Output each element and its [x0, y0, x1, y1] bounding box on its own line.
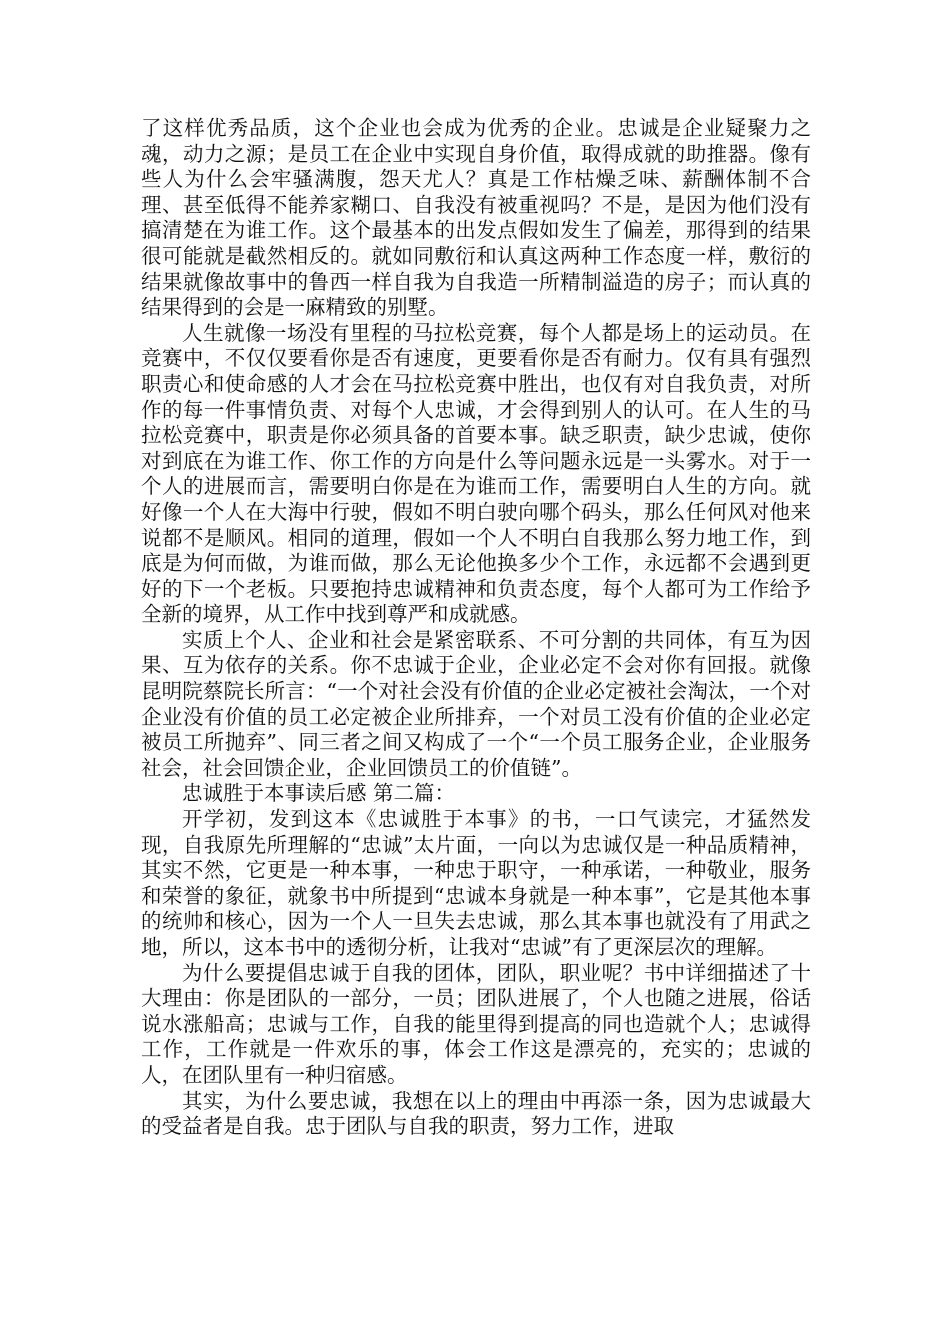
paragraph-4: 开学初，发到这本《忠诚胜于本事》的书，一口气读完，才猛然发现，自我原先所理解的“忠诚”太片面，一向以为忠诚仅是一种品质精神，其实不然，它更是一种本事，一种忠于职守，一种承诺，一种敬业，服务和荣誉的象征，就象书中所提到“忠诚本身就是一种本事”，它是其他本事的统帅和核心，因为一个人一旦失去忠诚，那么其本事也就没有了用武之地，所以，这本书中的透彻分析，让我对“忠诚”有了更深层次的理解。: [141, 807, 811, 959]
paragraph-6: 其实，为什么要忠诚，我想在以上的理由中再添一条，因为忠诚最大的受益者是自我。忠于团队与自我的职责，努力工作，进取: [141, 1088, 811, 1139]
paragraph-2: 人生就像一场没有里程的马拉松竞赛，每个人都是场上的运动员。在竞赛中，不仅仅要看你是否有速度，更要看你是否有耐力。仅有具有强烈职责心和使命感的人才会在马拉松竞赛中胜出，也仅有对自我负责，对所作的每一件事情负责、对每个人忠诚，才会得到别人的认可。在人生的马拉松竞赛中，职责是你必须具备的首要本事。缺乏职责，缺少忠诚，使你对到底在为谁工作、你工作的方向是什么等问题永远是一头雾水。对于一个人的进展而言，需要明白你是在为谁而工作，需要明白人生的方向。就好像一个人在大海中行驶，假如不明白驶向哪个码头，那么任何风对他来说都不是顺风。相同的道理，假如一个人不明白自我那么努力地工作，到底是为何而做，为谁而做，那么无论他换多少个工作，永远都不会遇到更好的下一个老板。只要抱持忠诚精神和负责态度，每个人都可为工作给予全新的境界，从工作中找到尊严和成就感。: [141, 320, 811, 627]
paragraph-3: 实质上个人、企业和社会是紧密联系、不可分割的共同体，有互为因果、互为依存的关系。你不忠诚于企业，企业必定不会对你有回报。就像昆明院蔡院长所言：“一个对社会没有价值的企业必定被社会淘汰，一个对企业没有价值的员工必定被企业所排弃，一个对员工没有价值的企业必定被员工所抛弃”、同三者之间又构成了一个“一个员工服务企业，企业服务社会，社会回馈企业，企业回馈员工的价值链”。: [141, 627, 811, 780]
paragraph-1: 了这样优秀品质，这个企业也会成为优秀的企业。忠诚是企业疑聚力之魂，动力之源；是员工在企业中实现自身价值，取得成就的助推器。像有些人为什么会牢骚满腹，怨天尤人？真是工作枯燥乏味、薪酬体制不合理、甚至低得不能养家糊口、自我没有被重视吗？不是，是因为他们没有搞清楚在为谁工作。这个最基本的出发点假如发生了偏差，那得到的结果很可能就是截然相反的。就如同敷衍和认真这两种工作态度一样，敷衍的结果就像故事中的鲁西一样自我为自我造一所精制溢造的房子；而认真的结果得到的会是一麻精致的别墅。: [141, 116, 811, 320]
document-page: [141, 116, 811, 1140]
section-heading: 忠诚胜于本事读后感 第二篇：: [182, 781, 456, 806]
paragraph-5: 为什么要提倡忠诚于自我的团体，团队，职业呢？书中详细描述了十大理由：你是团队的一部分，一员；团队进展了，个人也随之进展，俗话说水涨船高；忠诚与工作，自我的能里得到提高的同也造就个人；忠诚得工作，工作就是一件欢乐的事，体会工作这是漂亮的，充实的；忠诚的人，在团队里有一种归宿感。: [141, 960, 811, 1087]
